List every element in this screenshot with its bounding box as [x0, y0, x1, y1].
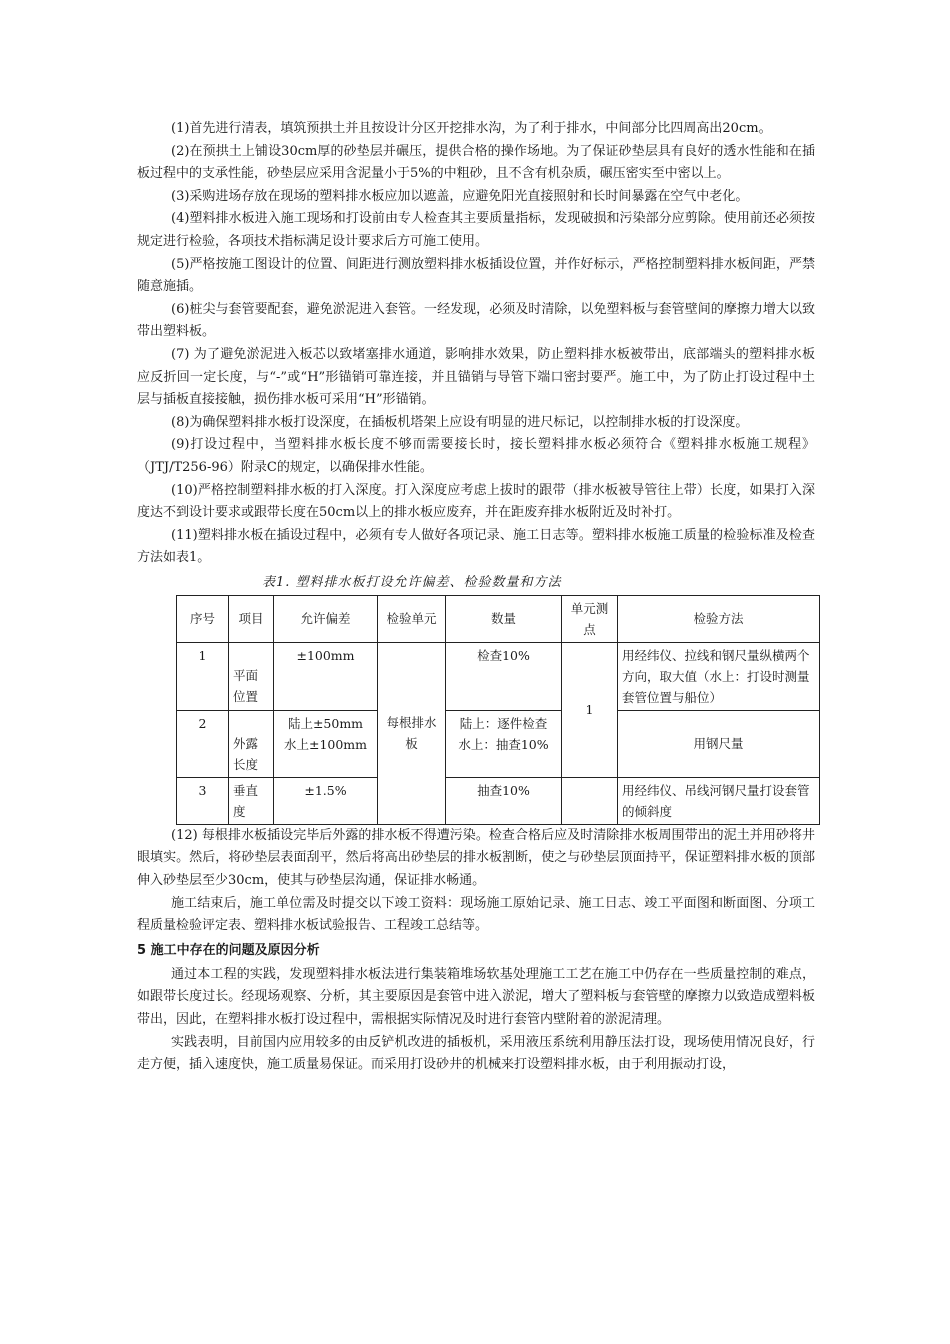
cell-points-merged: 1	[562, 642, 618, 777]
cell-seq: 2	[177, 710, 229, 777]
paragraph-9: (9)打设过程中，当塑料排水板长度不够而需要接长时，接长塑料排水板必须符合《塑料排水板施工规程》（JTJ/T256-96）附录C的规定，以确保排水性能。	[137, 437, 815, 475]
cell-points-empty	[562, 777, 618, 824]
cell-quantity: 抽查10%	[446, 777, 562, 824]
inspection-table	[176, 595, 820, 825]
document-content	[137, 118, 815, 1077]
paragraph-4: (4)塑料排水板进入施工现场和打设前由专人检查其主要质量指标，发现破损和污染部分应剪除。使用前还必须按规定进行检验，各项技术指标满足设计要求后方可施工使用。	[137, 211, 815, 249]
section-heading: 5 施工中存在的问题及原因分析	[137, 942, 320, 958]
paragraph-completion: 施工结束后，施工单位需及时提交以下竣工资料：现场施工原始记录、施工日志、竣工平面图和断面图、分项工程质量检验评定表、塑料排水板试验报告、工程竣工总结等。	[137, 895, 815, 934]
cell-item: 垂直度	[229, 777, 274, 824]
paragraph-1: (1)首先进行清表，填筑预拱土并且按设计分区开挖排水沟，为了利于排水，中间部分比四周高出20cm。	[171, 121, 772, 136]
cell-unit-merged: 每根排水板	[378, 642, 446, 824]
table-row	[177, 777, 820, 824]
paragraph-practice: 实践表明，目前国内应用较多的由反铲机改进的插板机，采用液压系统利用静压法打设，现场使用情况良好，行走方便，插入速度快，施工质量易保证。而采用打设砂井的机械来打设塑料排水板，由于利用振动打设，	[137, 1034, 815, 1073]
table-row	[177, 710, 820, 777]
cell-quantity	[446, 710, 562, 777]
cell-tolerance	[274, 710, 378, 777]
tolerance-land: 陆上±50mm	[287, 715, 364, 731]
paragraph-7: (7) 为了避免淤泥进入板芯以致堵塞排水通道，影响排水效果，防止塑料排水板被带出，底部端头的塑料排水板应反折回一定长度，与“-”或“H”形锚销可靠连接，并且锚销与导管下端口密封要严。施工中，为了防止打设过程中土层与插板直接接触，损伤排水板可采用“H”形锚销。	[137, 346, 815, 408]
header-quantity: 数量	[446, 595, 562, 642]
paragraph-11: (11)塑料排水板在插设过程中，必须有专人做好各项记录、施工日志等。塑料排水板施工质量的检验标准及检查方法如表1。	[137, 527, 815, 566]
quantity-water: 水上：抽查10%	[458, 736, 549, 752]
paragraph-5: (5)严格按施工图设计的位置、间距进行测放塑料排水板插设位置，并作好标示，严格控制塑料排水板间距，严禁随意施插。	[137, 256, 815, 295]
cell-item: 平面位置	[229, 642, 274, 710]
paragraph-8: (8)为确保塑料排水板打设深度，在插板机塔架上应设有明显的进尺标记，以控制排水板的打设深度。	[171, 414, 749, 430]
cell-method: 用经纬仪、拉线和钢尺量纵横两个方向，取大值（水上：打设时测量套管位置与船位）	[618, 642, 820, 710]
cell-item: 外露长度	[229, 710, 274, 777]
table-header-row	[177, 595, 820, 642]
paragraph-12: (12) 每根排水板插设完毕后外露的排水板不得遭污染。检查合格后应及时清除排水板周围带出的泥土并用砂将井眼填实。然后，将砂垫层表面刮平，然后将高出砂垫层的排水板割断，使之与砂垫层顶面持平，保证塑料排水板的顶部伸入砂垫层至少30cm，使其与砂垫层沟通，保证排水畅通。	[137, 827, 815, 889]
header-points: 单元测点	[562, 595, 618, 642]
header-seq: 序号	[177, 595, 229, 642]
header-tolerance: 允许偏差	[274, 595, 378, 642]
cell-method: 用经纬仪、吊线河钢尺量打设套管的倾斜度	[618, 777, 820, 824]
header-method: 检验方法	[618, 595, 820, 642]
quantity-land: 陆上：逐件检查	[459, 715, 548, 731]
cell-quantity: 检查10%	[446, 642, 562, 710]
header-unit: 检验单元	[378, 595, 446, 642]
cell-tolerance: ±100mm	[274, 642, 378, 710]
tolerance-water: 水上±100mm	[283, 736, 368, 752]
cell-seq: 1	[177, 642, 229, 710]
paragraph-2: (2)在预拱土上铺设30cm厚的砂垫层并碾压，提供合格的操作场地。为了保证砂垫层具有良好的透水性能和在插板过程中的支承性能，砂垫层应采用含泥量小于5%的中粗砂，且不含有机杂质，碾压密实至中密以上。	[137, 143, 815, 182]
paragraph-10: (10)严格控制塑料排水板的打入深度。打入深度应考虑上拔时的跟带（排水板被导管往上带）长度，如果打入深度达不到设计要求或跟带长度在50cm以上的排水板应废弃，并在距废弃排水板附近及时补打。	[137, 482, 815, 521]
cell-seq: 3	[177, 777, 229, 824]
paragraph-3: (3)采购进场存放在现场的塑料排水板应加以遮盖，应避免阳光直接照射和长时间暴露在空气中老化。	[171, 188, 749, 204]
paragraph-6: (6)桩尖与套管要配套，避免淤泥进入套管。一经发现，必须及时清除，以免塑料板与套管壁间的摩擦力增大以致带出塑料板。	[137, 301, 815, 340]
cell-method: 用钢尺量	[618, 710, 820, 777]
cell-tolerance: ±1.5%	[274, 777, 378, 824]
header-item: 项目	[229, 595, 274, 642]
paragraph-analysis: 通过本工程的实践，发现塑料排水板法进行集装箱堆场软基处理施工工艺在施工中仍存在一些质量控制的难点，如跟带长度过长。经现场观察、分析，其主要原因是套管中进入淤泥，增大了塑料板与套管壁的摩擦力以致造成塑料板带出，因此，在塑料排水板打设过程中，需根据实际情况及时进行套管内壁附着的淤泥清理。	[137, 966, 815, 1028]
table-row	[177, 642, 820, 710]
table-caption: 表1. 塑料排水板打设允许偏差、检验数量和方法	[262, 574, 562, 590]
